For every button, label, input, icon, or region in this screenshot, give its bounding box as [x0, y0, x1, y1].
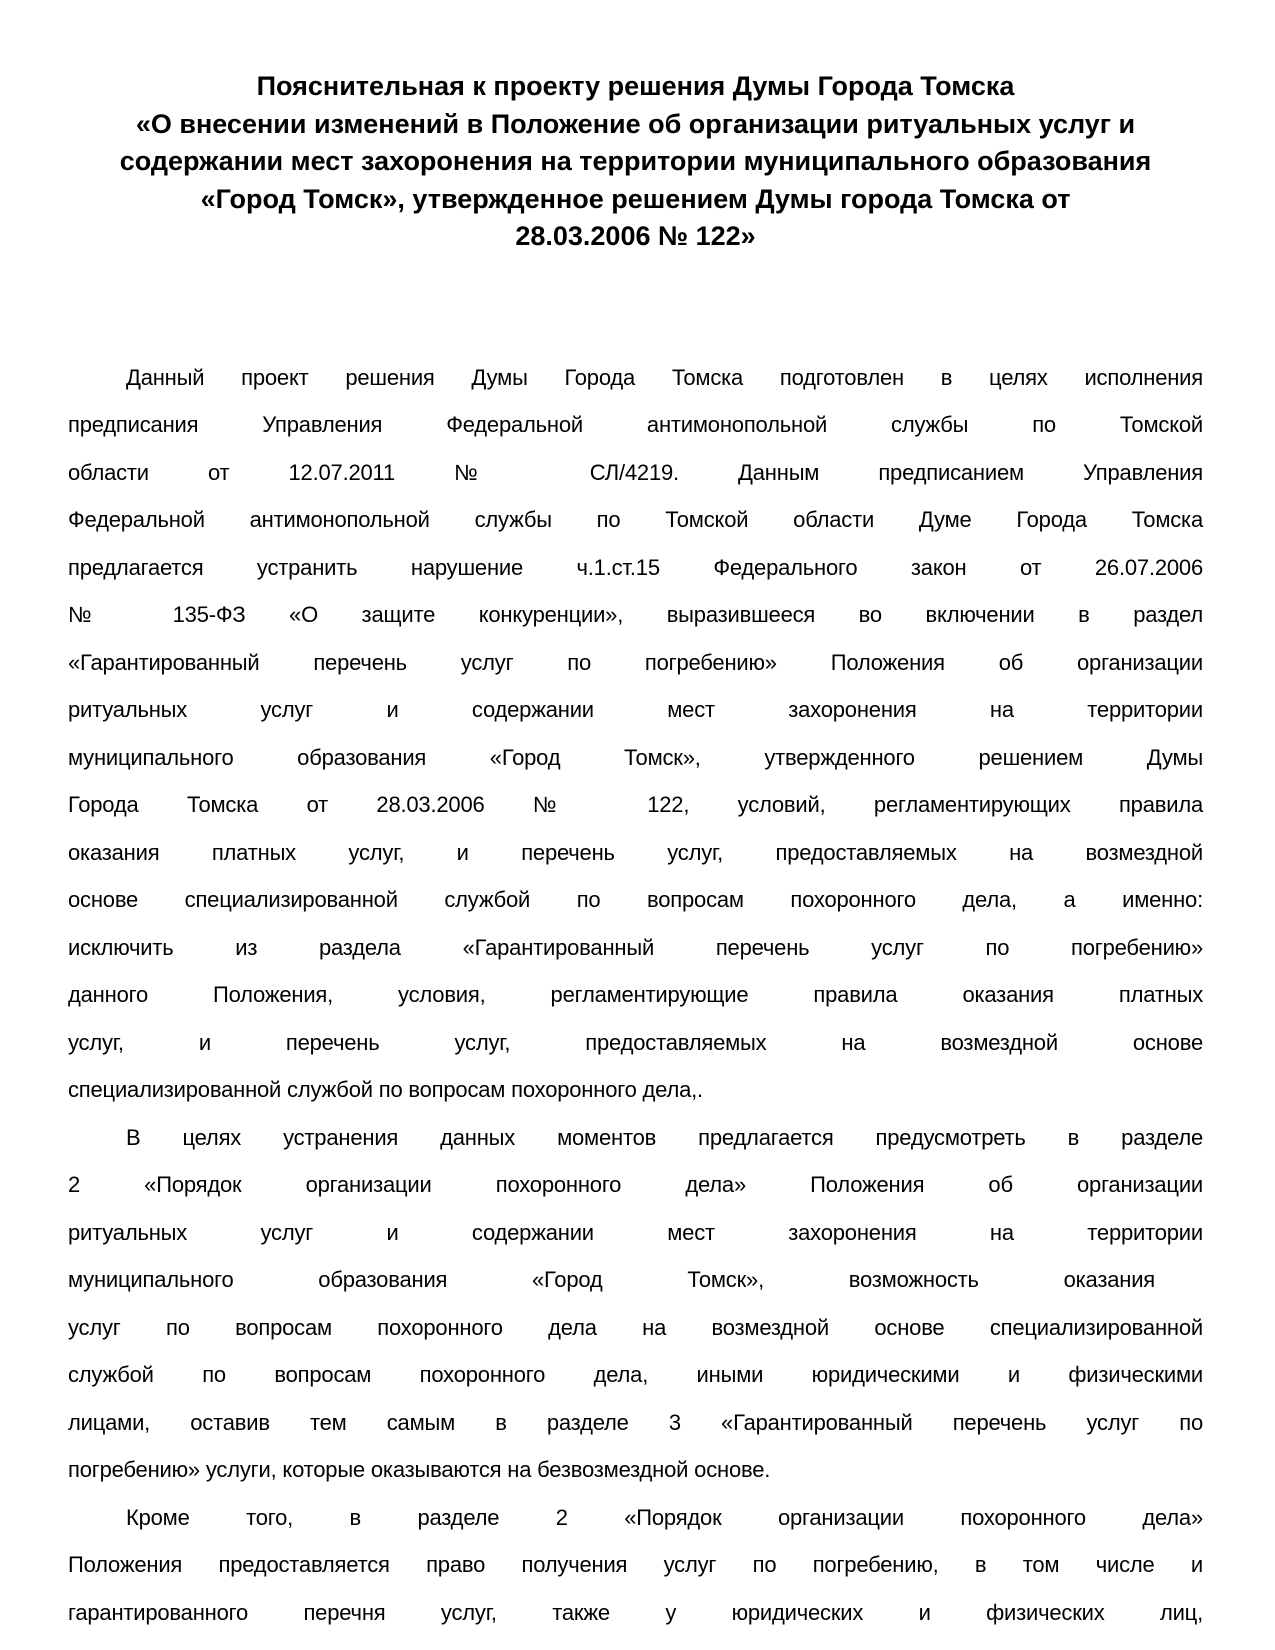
paragraph-3 — [68, 1494, 1203, 1637]
text-line: основе специализированной службой по вопросам похоронного дела, а именно: — [68, 887, 1203, 912]
text-line: Федеральной антимонопольной службы по Томской области Думе Города Томска — [68, 507, 1203, 532]
text-line: услуг, и перечень услуг, предоставляемых на возмездной основе — [68, 1029, 1203, 1055]
text-line: № 135-ФЗ «О защите конкуренции», выразившееся во включении в раздел — [68, 602, 1203, 627]
title-line: «Город Томск», утвержденное решением Думы города Томска от — [200, 183, 1071, 214]
text-line: лицами, оставив тем самым в разделе 3 «Гарантированный перечень услуг по — [68, 1409, 1203, 1435]
text-line: 2 «Порядок организации похоронного дела» Положения об организации — [68, 1172, 1203, 1197]
text-line: Данный проект решения Думы Города Томска подготовлен в целях исполнения — [126, 364, 1203, 390]
paragraph-2 — [68, 1114, 1203, 1494]
text-line: ритуальных услуг и содержании мест захоронения на территории — [68, 1219, 1203, 1245]
text-line: предписания Управления Федеральной антимонопольной службы по Томской — [68, 412, 1203, 437]
text-line: области от 12.07.2011 № СЛ/4219. Данным предписанием Управления — [68, 459, 1203, 485]
paragraph-1 — [68, 354, 1203, 1114]
text-line: услуг по вопросам похоронного дела на возмездной основе специализированной — [68, 1314, 1203, 1340]
text-line: погребению» услуги, которые оказываются на безвозмездной основе. — [68, 1457, 771, 1482]
text-line: гарантированного перечня услуг, также у юридических и физических лиц, — [68, 1599, 1203, 1625]
text-line: муниципального образования «Город Томск», возможность оказания — [68, 1267, 1155, 1292]
text-line: ритуальных услуг и содержании мест захоронения на территории — [68, 697, 1203, 722]
text-line: В целях устранения данных моментов предлагается предусмотреть в разделе — [126, 1124, 1203, 1150]
document-body — [68, 354, 1203, 1637]
text-line: службой по вопросам похоронного дела, иными юридическими и физическими — [68, 1362, 1203, 1387]
title-line: содержании мест захоронения на территории муниципального образования — [119, 146, 1152, 176]
text-line: Кроме того, в разделе 2 «Порядок организации похоронного дела» — [126, 1504, 1203, 1530]
title-line: 28.03.2006 № 122» — [515, 221, 756, 251]
text-line: исключить из раздела «Гарантированный перечень услуг по погребению» — [68, 934, 1203, 960]
text-line: предлагается устранить нарушение ч.1.ст.15 Федерального закон от 26.07.2006 — [68, 554, 1203, 580]
document-title — [68, 68, 1203, 256]
title-line: Пояснительная к проекту решения Думы Города Томска — [256, 71, 1015, 101]
text-line: муниципального образования «Город Томск», утвержденного решением Думы — [68, 744, 1203, 770]
text-line: Положения предоставляется право получения услуг по погребению, в том числе и — [68, 1552, 1203, 1577]
text-line: данного Положения, условия, регламентирующие правила оказания платных — [68, 982, 1203, 1007]
text-line: специализированной службой по вопросам похоронного дела,. — [68, 1077, 703, 1102]
text-line: Города Томска от 28.03.2006 № 122, условий, регламентирующих правила — [68, 792, 1203, 817]
text-line: оказания платных услуг, и перечень услуг, предоставляемых на возмездной — [68, 839, 1203, 865]
title-line: «О внесении изменений в Положение об организации ритуальных услуг и — [135, 108, 1136, 139]
text-line: «Гарантированный перечень услуг по погребению» Положения об организации — [68, 649, 1203, 675]
